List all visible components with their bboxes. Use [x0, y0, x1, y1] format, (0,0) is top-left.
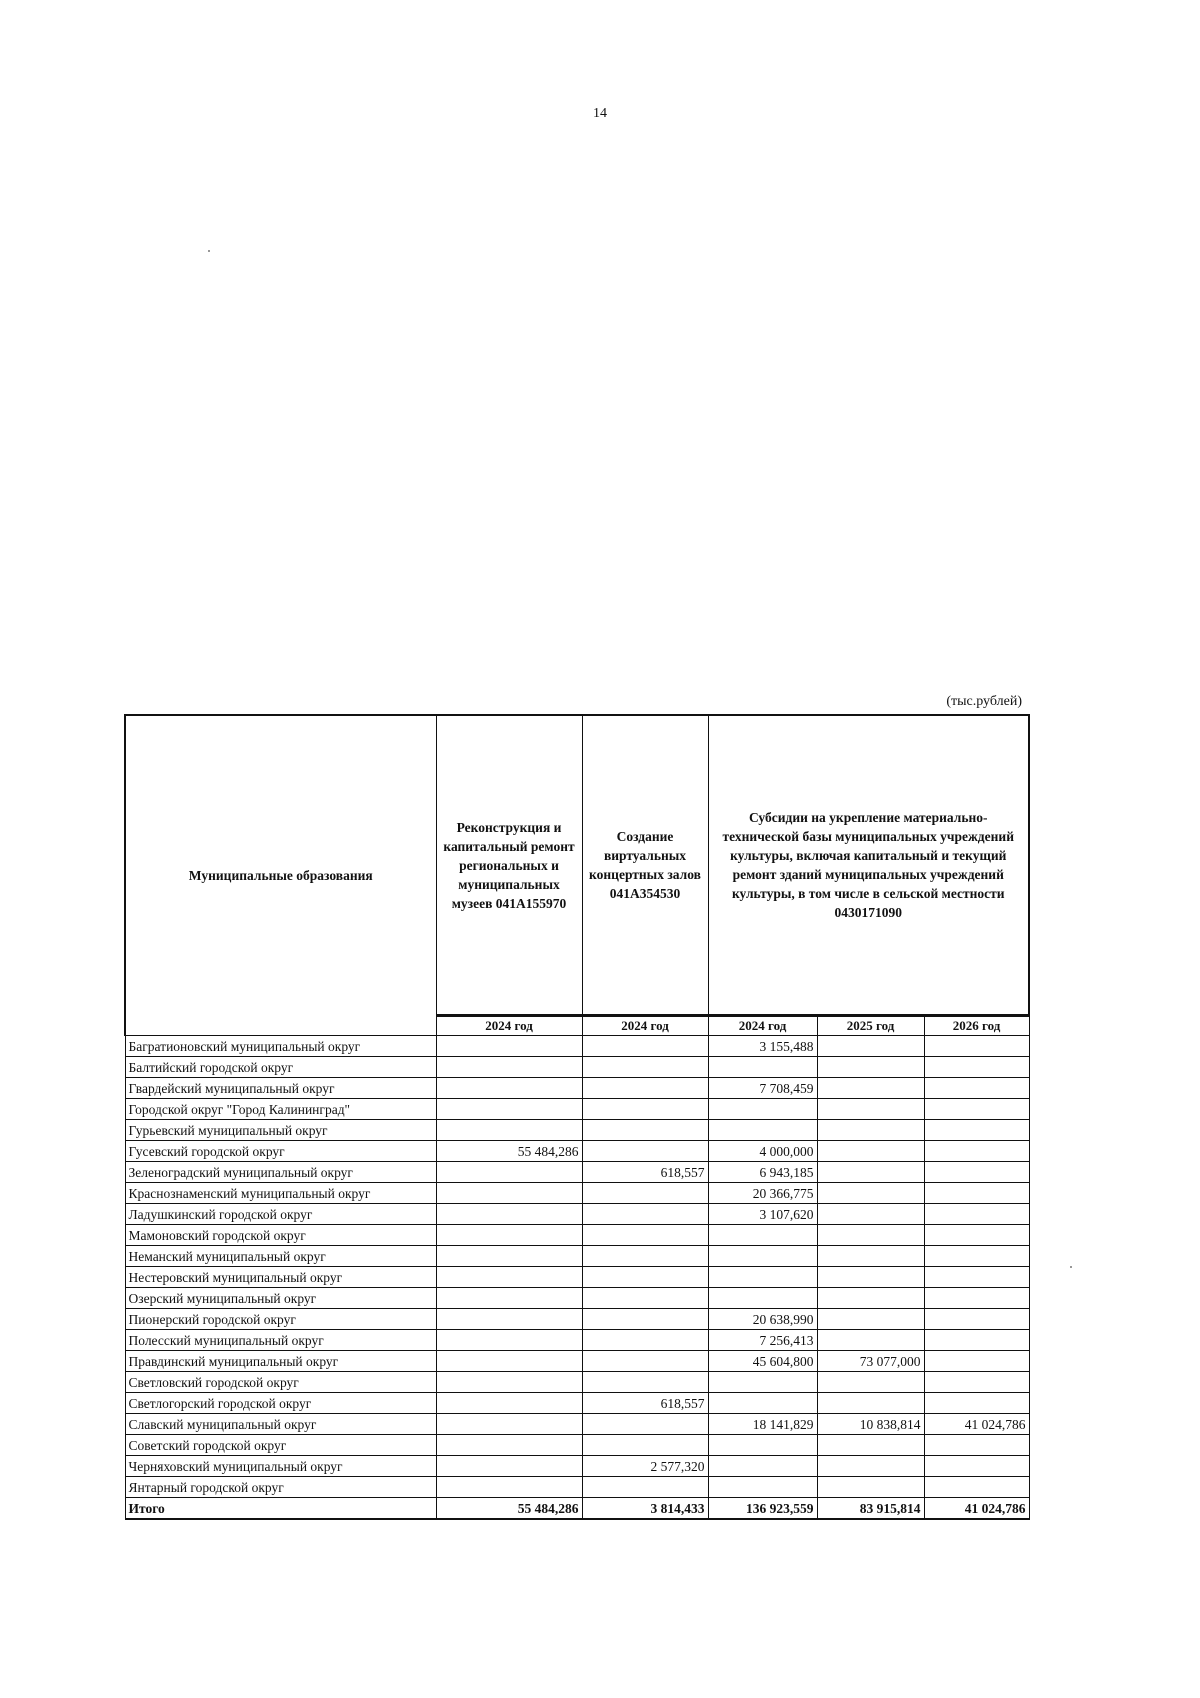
amount-cell — [817, 1120, 924, 1141]
municipality-name: Мамоновский городской округ — [125, 1225, 436, 1246]
amount-cell — [817, 1372, 924, 1393]
table-row — [125, 1435, 1029, 1456]
amount-cell: 618,557 — [582, 1162, 708, 1183]
amount-cell — [436, 1120, 582, 1141]
amount-cell — [708, 1456, 817, 1477]
header-concert-halls: Создание виртуальных концертных залов 041А354530 — [582, 715, 708, 1016]
amount-cell: 7 256,413 — [708, 1330, 817, 1351]
amount-cell — [708, 1246, 817, 1267]
amount-cell — [708, 1435, 817, 1456]
amount-cell — [817, 1267, 924, 1288]
amount-cell: 20 366,775 — [708, 1183, 817, 1204]
amount-cell — [817, 1456, 924, 1477]
amount-cell — [924, 1036, 1029, 1057]
amount-cell — [582, 1246, 708, 1267]
amount-cell — [817, 1288, 924, 1309]
amount-cell — [436, 1057, 582, 1078]
amount-cell — [436, 1477, 582, 1498]
amount-cell — [436, 1099, 582, 1120]
municipality-name: Краснознаменский муниципальный округ — [125, 1183, 436, 1204]
amount-cell — [924, 1078, 1029, 1099]
municipality-name: Правдинский муниципальный округ — [125, 1351, 436, 1372]
table-row — [125, 1477, 1029, 1498]
table-row — [125, 1414, 1029, 1435]
amount-cell — [436, 1078, 582, 1099]
amount-cell: 55 484,286 — [436, 1141, 582, 1162]
amount-cell — [924, 1477, 1029, 1498]
amount-cell — [708, 1120, 817, 1141]
amount-cell — [436, 1414, 582, 1435]
table-row — [125, 1456, 1029, 1477]
amount-cell — [708, 1372, 817, 1393]
amount-cell — [582, 1288, 708, 1309]
table-body — [125, 1036, 1029, 1498]
amount-cell: 45 604,800 — [708, 1351, 817, 1372]
municipality-name: Славский муниципальный округ — [125, 1414, 436, 1435]
amount-cell — [436, 1204, 582, 1225]
amount-cell — [582, 1204, 708, 1225]
total-row — [125, 1498, 1029, 1520]
amount-cell: 3 155,488 — [708, 1036, 817, 1057]
year-header: 2024 год — [582, 1016, 708, 1036]
amount-cell — [708, 1099, 817, 1120]
table-row — [125, 1309, 1029, 1330]
amount-cell — [817, 1036, 924, 1057]
amount-cell: 73 077,000 — [817, 1351, 924, 1372]
amount-cell — [582, 1141, 708, 1162]
scan-speck — [208, 250, 210, 252]
municipality-name: Черняховский муниципальный округ — [125, 1456, 436, 1477]
table-row — [125, 1246, 1029, 1267]
amount-cell — [817, 1141, 924, 1162]
amount-cell — [817, 1078, 924, 1099]
amount-cell — [582, 1120, 708, 1141]
amount-cell — [924, 1267, 1029, 1288]
amount-cell — [582, 1435, 708, 1456]
amount-cell: 618,557 — [582, 1393, 708, 1414]
table-row — [125, 1141, 1029, 1162]
amount-cell — [436, 1183, 582, 1204]
total-cell: 41 024,786 — [924, 1498, 1029, 1520]
amount-cell — [924, 1246, 1029, 1267]
amount-cell — [582, 1330, 708, 1351]
municipality-name: Янтарный городской округ — [125, 1477, 436, 1498]
total-cell: 3 814,433 — [582, 1498, 708, 1520]
municipality-name: Гвардейский муниципальный округ — [125, 1078, 436, 1099]
amount-cell — [924, 1330, 1029, 1351]
scan-speck — [1070, 1266, 1072, 1268]
amount-cell — [817, 1225, 924, 1246]
municipality-name: Зеленоградский муниципальный округ — [125, 1162, 436, 1183]
total-label: Итого — [125, 1498, 436, 1520]
amount-cell — [817, 1204, 924, 1225]
amount-cell — [436, 1246, 582, 1267]
amount-cell: 20 638,990 — [708, 1309, 817, 1330]
amount-cell — [817, 1330, 924, 1351]
amount-cell — [817, 1183, 924, 1204]
amount-cell: 10 838,814 — [817, 1414, 924, 1435]
year-header: 2025 год — [817, 1016, 924, 1036]
municipality-name: Озерский муниципальный округ — [125, 1288, 436, 1309]
amount-cell: 3 107,620 — [708, 1204, 817, 1225]
amount-cell — [436, 1393, 582, 1414]
header-museums: Реконструкция и капитальный ремонт региональных и муниципальных музеев 041А155970 — [436, 715, 582, 1016]
amount-cell — [582, 1267, 708, 1288]
amount-cell — [924, 1435, 1029, 1456]
amount-cell — [924, 1183, 1029, 1204]
amount-cell — [582, 1309, 708, 1330]
amount-cell — [924, 1309, 1029, 1330]
total-cell: 55 484,286 — [436, 1498, 582, 1520]
municipality-name: Светлогорский городской округ — [125, 1393, 436, 1414]
amount-cell — [924, 1372, 1029, 1393]
table-row — [125, 1330, 1029, 1351]
table-row — [125, 1372, 1029, 1393]
amount-cell — [924, 1120, 1029, 1141]
amount-cell — [582, 1351, 708, 1372]
header-municipality: Муниципальные образования — [125, 715, 436, 1036]
amount-cell: 18 141,829 — [708, 1414, 817, 1435]
amount-cell: 7 708,459 — [708, 1078, 817, 1099]
table-row — [125, 1204, 1029, 1225]
amount-cell — [924, 1204, 1029, 1225]
amount-cell — [817, 1162, 924, 1183]
amount-cell: 6 943,185 — [708, 1162, 817, 1183]
amount-cell — [817, 1393, 924, 1414]
year-header: 2024 год — [708, 1016, 817, 1036]
amount-cell — [582, 1225, 708, 1246]
municipality-name: Багратионовский муниципальный округ — [125, 1036, 436, 1057]
amount-cell: 41 024,786 — [924, 1414, 1029, 1435]
amount-cell — [582, 1078, 708, 1099]
table-row — [125, 1099, 1029, 1120]
amount-cell — [436, 1162, 582, 1183]
amount-cell — [708, 1393, 817, 1414]
amount-cell: 4 000,000 — [708, 1141, 817, 1162]
table-row — [125, 1162, 1029, 1183]
units-label: (тыс.рублей) — [946, 694, 1022, 709]
amount-cell — [436, 1288, 582, 1309]
amount-cell — [436, 1351, 582, 1372]
amount-cell — [436, 1309, 582, 1330]
year-header: 2024 год — [436, 1016, 582, 1036]
amount-cell — [924, 1141, 1029, 1162]
total-cell: 83 915,814 — [817, 1498, 924, 1520]
municipality-name: Гусевский городской округ — [125, 1141, 436, 1162]
amount-cell — [436, 1456, 582, 1477]
municipality-name: Городской округ "Город Калининград" — [125, 1099, 436, 1120]
amount-cell — [924, 1225, 1029, 1246]
year-header: 2026 год — [924, 1016, 1029, 1036]
amount-cell — [708, 1267, 817, 1288]
amount-cell — [436, 1267, 582, 1288]
municipality-name: Балтийский городской округ — [125, 1057, 436, 1078]
amount-cell — [817, 1435, 924, 1456]
table-row — [125, 1267, 1029, 1288]
page-number: 14 — [593, 106, 607, 121]
amount-cell — [582, 1477, 708, 1498]
municipality-name: Неманский муниципальный округ — [125, 1246, 436, 1267]
amount-cell — [924, 1393, 1029, 1414]
amount-cell — [924, 1057, 1029, 1078]
amount-cell — [436, 1036, 582, 1057]
header-subsidies: Субсидии на укрепление материально-технической базы муниципальных учреждений культуры, включая капитальный и текущий ремонт зданий муниципальных учреждений культуры, в том числе в сельской местности 0430171090 — [708, 715, 1029, 1016]
amount-cell — [582, 1036, 708, 1057]
amount-cell — [924, 1456, 1029, 1477]
amount-cell — [924, 1099, 1029, 1120]
municipality-name: Советский городской округ — [125, 1435, 436, 1456]
table-row — [125, 1225, 1029, 1246]
amount-cell: 2 577,320 — [582, 1456, 708, 1477]
municipality-name: Полесский муниципальный округ — [125, 1330, 436, 1351]
header-row — [125, 715, 1029, 1016]
amount-cell — [436, 1330, 582, 1351]
amount-cell — [817, 1057, 924, 1078]
amount-cell — [582, 1057, 708, 1078]
amount-cell — [817, 1099, 924, 1120]
amount-cell — [582, 1414, 708, 1435]
amount-cell — [817, 1246, 924, 1267]
municipality-name: Ладушкинский городской округ — [125, 1204, 436, 1225]
table-row — [125, 1393, 1029, 1414]
amount-cell — [708, 1477, 817, 1498]
table-row — [125, 1078, 1029, 1099]
municipality-name: Гурьевский муниципальный округ — [125, 1120, 436, 1141]
total-cell: 136 923,559 — [708, 1498, 817, 1520]
amount-cell — [582, 1372, 708, 1393]
amount-cell — [436, 1225, 582, 1246]
table-row — [125, 1183, 1029, 1204]
amount-cell — [924, 1162, 1029, 1183]
table-row — [125, 1120, 1029, 1141]
table-row — [125, 1288, 1029, 1309]
amount-cell — [708, 1225, 817, 1246]
amount-cell — [817, 1477, 924, 1498]
amount-cell — [708, 1288, 817, 1309]
municipality-name: Пионерский городской округ — [125, 1309, 436, 1330]
municipality-name: Нестеровский муниципальный округ — [125, 1267, 436, 1288]
amount-cell — [582, 1183, 708, 1204]
amount-cell — [924, 1288, 1029, 1309]
amount-cell — [817, 1309, 924, 1330]
amount-cell — [436, 1372, 582, 1393]
amount-cell — [924, 1351, 1029, 1372]
table-row — [125, 1057, 1029, 1078]
municipality-name: Светловский городской округ — [125, 1372, 436, 1393]
table-row — [125, 1036, 1029, 1057]
table-row — [125, 1351, 1029, 1372]
subsidy-table — [124, 714, 1030, 1520]
amount-cell — [582, 1099, 708, 1120]
amount-cell — [708, 1057, 817, 1078]
amount-cell — [436, 1435, 582, 1456]
